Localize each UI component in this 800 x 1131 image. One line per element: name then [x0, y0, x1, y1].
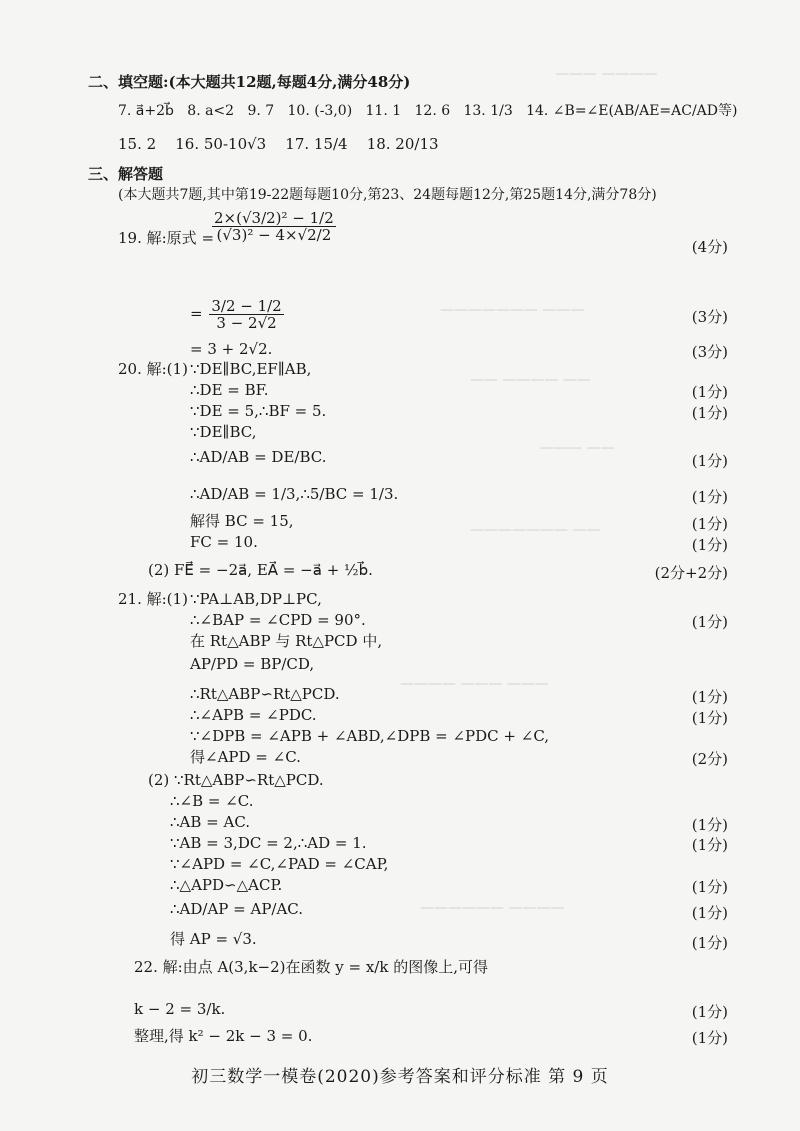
q19-fraction-1 — [210, 210, 338, 243]
q20-line-4: ∵DE∥BC, — [190, 423, 257, 441]
q20-line-8: FC = 10. — [190, 533, 258, 551]
q19-result: = 3 + 2√2. — [190, 340, 273, 358]
q21-points-6: (1分) — [691, 836, 728, 854]
q21-line-8: 得∠APD = ∠C. — [190, 748, 301, 766]
answer-13: 13. 1/3 — [463, 103, 513, 119]
q21-points-8: (1分) — [691, 904, 728, 922]
q19-den-2: 3 − 2√2 — [216, 314, 277, 332]
q19-num-1: 2×(√3/2)² − 1/2 — [214, 209, 334, 227]
answer-15: 15. 2 — [118, 135, 157, 153]
q20-line-2: ∴DE = BF. — [190, 381, 269, 399]
page-footer: 初三数学一模卷(2020)参考答案和评分标准 第 9 页 — [191, 1067, 609, 1087]
fill-answers-row1 — [118, 102, 737, 120]
answer-18: 18. 20/13 — [366, 135, 439, 153]
q21-points-4: (2分) — [691, 750, 728, 768]
q22-points-1: (1分) — [691, 1003, 728, 1021]
q21-points-5: (1分) — [691, 816, 728, 834]
q21-line-13: ∵∠APD = ∠C,∠PAD = ∠CAP, — [170, 855, 389, 873]
q21-points-7: (1分) — [691, 878, 728, 896]
q20-line-6: ∴AD/AB = 1/3,∴5/BC = 1/3. — [190, 485, 399, 503]
answer-7: 7. a⃗+2b⃗ — [118, 103, 174, 119]
q21-line-14: ∴△APD∽△ACP. — [170, 876, 283, 894]
answer-14: 14. ∠B=∠E(AB/AE=AC/AD等) — [526, 103, 738, 119]
q22-label: 22. 解:由点 A(3,k−2)在函数 y = x/k 的图像上,可得 — [134, 958, 488, 976]
q21-label: 21. 解:(1) — [118, 590, 188, 608]
q21-line-2: ∴∠BAP = ∠CPD = 90°. — [190, 611, 366, 629]
q22-points-2: (1分) — [691, 1029, 728, 1047]
q20-points-2: (1分) — [691, 404, 728, 422]
q20-line-5: ∴AD/AB = DE/BC. — [190, 448, 327, 466]
section3-title: 三、解答题 — [88, 165, 164, 183]
q21-line-11: ∴AB = AC. — [170, 813, 251, 831]
q21-line-4: AP/PD = BP/CD, — [190, 655, 315, 673]
q19-den-1: (√3)² − 4×√2/2 — [216, 226, 332, 244]
q21-points-1: (1分) — [691, 613, 728, 631]
answer-10: 10. (-3,0) — [287, 103, 353, 119]
q20-label: 20. 解:(1) — [118, 360, 188, 378]
q20-line-3: ∵DE = 5,∴BF = 5. — [190, 402, 327, 420]
section2-title: 二、填空题:(本大题共12题,每题4分,满分48分) — [88, 73, 411, 91]
bleed-through-text: ——————— —— — [470, 522, 601, 538]
q21-line-15: ∴AD/AP = AP/AC. — [170, 900, 304, 918]
q20-points-4: (1分) — [691, 488, 728, 506]
answer-8: 8. a<2 — [187, 103, 235, 119]
answer-11: 11. 1 — [365, 103, 402, 119]
q19-points-2: (3分) — [691, 308, 728, 326]
answer-17: 17. 15/4 — [285, 135, 348, 153]
q21-line-12: ∵AB = 3,DC = 2,∴AD = 1. — [170, 834, 367, 852]
answer-16: 16. 50-10√3 — [175, 135, 267, 153]
q19-points-3: (3分) — [691, 343, 728, 361]
q21-line-7: ∵∠DPB = ∠APB + ∠ABD,∠DPB = ∠PDC + ∠C, — [190, 727, 550, 745]
bleed-through-text: ———— ——— ——— — [400, 676, 549, 692]
bleed-through-text: ——————— ——— — [440, 302, 585, 318]
q20-points-1: (1分) — [691, 383, 728, 401]
q22-line-2: 整理,得 k² − 2k − 3 = 0. — [134, 1027, 313, 1045]
q20-points-7: (2分+2分) — [654, 564, 728, 582]
q21-line-6: ∴∠APB = ∠PDC. — [190, 706, 317, 724]
section3-subtitle: (本大题共7题,其中第19-22题每题10分,第23、24题每题12分,第25题14分,满分78分) — [118, 187, 657, 203]
fill-answers-row2 — [118, 135, 439, 153]
q19-points-1: (4分) — [691, 238, 728, 256]
bleed-through-text: —————— ———— — [420, 900, 565, 916]
q19-label: 19. 解:原式 = — [118, 229, 215, 247]
answer-9: 9. 7 — [247, 103, 275, 119]
q20-points-3: (1分) — [691, 452, 728, 470]
answer-12: 12. 6 — [414, 103, 451, 119]
q20-part2: (2) FE⃗ = −2a⃗, EA⃗ = −a⃗ + ½b⃗. — [148, 561, 373, 579]
q21-points-3: (1分) — [691, 709, 728, 727]
q19-num-2: 3/2 − 1/2 — [211, 297, 282, 315]
q22-line-1: k − 2 = 3/k. — [134, 1000, 226, 1018]
q20-points-6: (1分) — [691, 536, 728, 554]
bleed-through-text: ——— ———— — [555, 66, 658, 82]
bleed-through-text: —— ———— —— — [470, 372, 591, 388]
q21-points-9: (1分) — [691, 934, 728, 952]
q20-line-1: ∵DE∥BC,EF∥AB, — [190, 360, 312, 378]
q21-line-9: (2) ∵Rt△ABP∽Rt△PCD. — [148, 771, 324, 789]
q21-line-3: 在 Rt△ABP 与 Rt△PCD 中, — [190, 632, 383, 650]
q20-points-5: (1分) — [691, 515, 728, 533]
q20-line-7: 解得 BC = 15, — [190, 512, 294, 530]
q21-line-5: ∴Rt△ABP∽Rt△PCD. — [190, 685, 340, 703]
q19-fraction-2: = $\frac{3/2 - 1/2}{3 - 2√2}$ — [190, 297, 282, 332]
q21-line-16: 得 AP = √3. — [170, 930, 257, 948]
q21-points-2: (1分) — [691, 688, 728, 706]
q21-line-1: ∵PA⊥AB,DP⊥PC, — [190, 590, 322, 608]
bleed-through-text: ——— —— — [540, 440, 615, 456]
q21-line-10: ∴∠B = ∠C. — [170, 792, 254, 810]
